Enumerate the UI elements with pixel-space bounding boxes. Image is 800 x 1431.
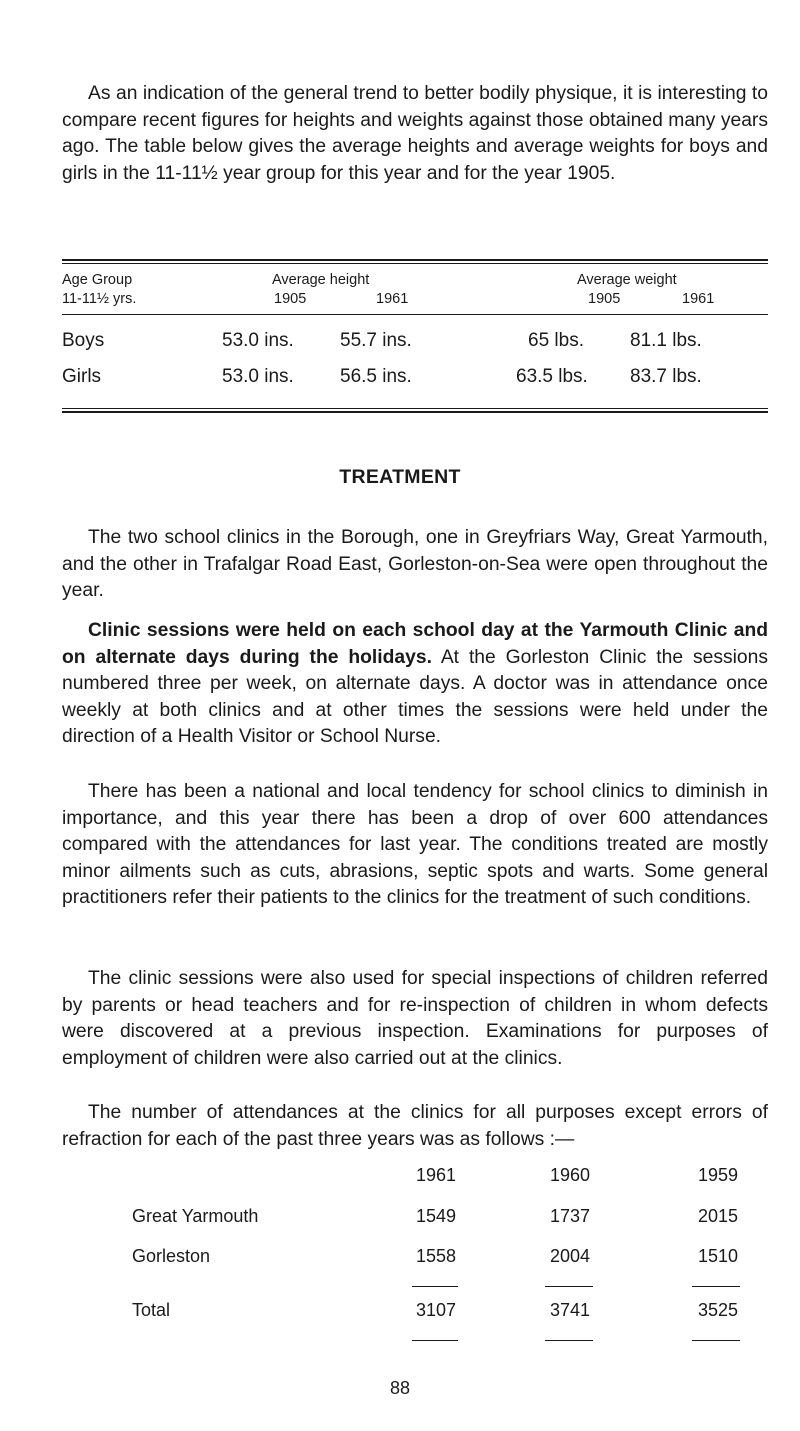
header-height-1905: 1905: [274, 291, 307, 307]
year-header: 1960: [549, 1165, 590, 1185]
paragraph-sessions: [62, 618, 768, 751]
header-average-height: Average height: [272, 272, 370, 288]
total-cell: 3525: [697, 1300, 738, 1320]
year-header: 1959: [697, 1165, 738, 1185]
total-cell: 3741: [549, 1300, 590, 1320]
section-heading: TREATMENT: [339, 466, 461, 488]
total-rule: [692, 1340, 740, 1341]
header-age-group: Age Group: [62, 272, 133, 288]
year-header: 1961: [415, 1165, 456, 1185]
total-rule: [545, 1340, 593, 1341]
table-cell: 56.5 ins.: [340, 366, 412, 387]
row-label: Great Yarmouth: [132, 1206, 259, 1226]
table-cell: 81.1 lbs.: [630, 330, 702, 351]
table-cell: 2015: [697, 1206, 738, 1226]
row-label: Gorleston: [132, 1246, 211, 1266]
row-label: Boys: [62, 330, 105, 351]
sessions-emphasis: Clinic sessions were held on each school day at the Yarmouth Clinic and on alternate days during the holidays.: [62, 620, 768, 668]
header-age-range: 11-11½ yrs.: [62, 291, 137, 307]
table-cell: 1737: [549, 1206, 590, 1226]
row-label: Girls: [62, 366, 102, 387]
table-cell: 65 lbs.: [528, 330, 584, 351]
paragraph-inspections: The clinic sessions were also used for special inspections of children referred by parents or head teachers and for re-inspection of children in whom defects were discovered at a previous inspection. Examinations for purposes of employment of children were also carried out at the clinics.: [62, 968, 768, 1069]
page-number: 88: [389, 1378, 411, 1398]
table-cell: 1549: [415, 1206, 456, 1226]
header-weight-1905: 1905: [588, 291, 621, 307]
table-top-rule: [62, 259, 768, 261]
table-cell: 53.0 ins.: [222, 366, 294, 387]
table-bottom-rule-inner: [62, 408, 768, 409]
intro-paragraph: As an indication of the general trend to better bodily physique, it is interesting to compare recent figures for heights and weights against those obtained many years ago. The table below gives the average heights and average weights for boys and girls in the 11-11½ year group for this year and for the year 1905.: [62, 83, 768, 184]
total-label: Total: [132, 1300, 171, 1320]
paragraph-tendency: There has been a national and local tendency for school clinics to diminish in importance, and this year there has been a drop of over 600 attendances compared with the attendances for last year. The conditions treated are mostly minor ailments such as cuts, abrasions, septic spots and warts. Some general practitioners refer their patients to the clinics for the treatment of such conditions.: [62, 781, 768, 909]
header-average-weight: Average weight: [577, 272, 677, 288]
table-cell: 2004: [549, 1246, 590, 1266]
table-header-rule: [62, 314, 768, 315]
table-cell: 83.7 lbs.: [630, 366, 702, 387]
header-weight-1961: 1961: [682, 291, 715, 307]
table-cell: 1510: [697, 1246, 738, 1266]
sessions-detail: At the Gorleston Clinic the sessions numbered three per week, on alternate days. A doctor was in attendance once weekly at both clinics and at other times the sessions were held under the direction of a Health Visitor or School Nurse.: [62, 646, 768, 748]
paragraph-attendances: The number of attendances at the clinics for all purposes except errors of refraction for each of the past three years was as follows :—: [62, 1102, 768, 1150]
subtotal-rule: [412, 1286, 458, 1287]
paragraph-clinics: The two school clinics in the Borough, one in Greyfriars Way, Great Yarmouth, and the other in Trafalgar Road East, Gorleston-on-Sea were open throughout the year.: [62, 527, 768, 602]
table-bottom-rule: [62, 411, 768, 413]
total-cell: 3107: [415, 1300, 456, 1320]
header-height-1961: 1961: [376, 291, 409, 307]
table-cell: 53.0 ins.: [222, 330, 294, 351]
total-rule: [412, 1340, 458, 1341]
table-top-rule-inner: [62, 263, 768, 264]
table-cell: 55.7 ins.: [340, 330, 412, 351]
table-cell: 63.5 lbs.: [516, 366, 588, 387]
subtotal-rule: [545, 1286, 593, 1287]
table-cell: 1558: [415, 1246, 456, 1266]
subtotal-rule: [692, 1286, 740, 1287]
